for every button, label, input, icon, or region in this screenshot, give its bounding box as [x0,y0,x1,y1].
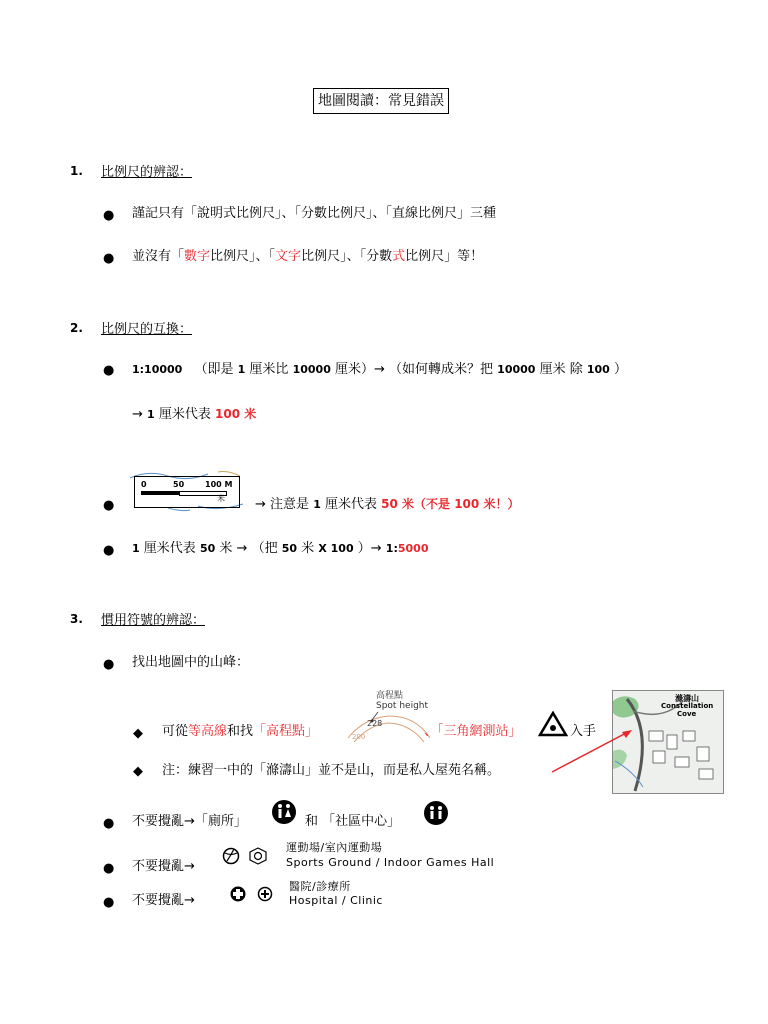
red-text: 5000 [397,542,429,555]
text: 比例尺」、「分數 [301,249,393,264]
text: 厘米代表 [143,541,196,556]
text: 米 [301,541,315,556]
peak-note: 注：練習一中的「滌濤山」並不是山，而是私人屋苑名稱。 [162,763,501,778]
diamond-icon: ◆ [133,764,143,779]
text: 厘米代表 [158,407,211,422]
section-3-title: 慣用符號的辨認： [101,613,206,628]
arrow: → [255,497,266,512]
sports-label-zh: 運動場/室內運動場 [286,841,383,854]
scale-unit: 米 [217,494,225,503]
spot-height-contours [344,708,434,748]
text: 厘米比 [249,362,289,377]
bullet-icon: ● [103,543,115,558]
community-centre-icon [423,800,449,826]
indoor-games-hall-icon [249,847,267,865]
text: （即是 [194,362,234,377]
text: 厘米代表 [325,497,378,512]
text: 100 [586,363,610,376]
clinic-icon [257,886,273,902]
red-text: 數字 [184,249,211,264]
text: X 100 [318,542,354,555]
section-1-title: 比例尺的辨認： [101,165,193,180]
text: 和找 [227,724,254,739]
text: 1: [385,542,398,555]
red-text: 式 [392,249,406,264]
bullet-icon: ● [103,861,115,876]
text: ） [613,362,627,377]
text: 50 [281,542,298,555]
spot-height-zh: 高程點 [376,691,404,701]
section-1-number: 1. [70,164,83,178]
sports-label-en: Sports Ground / Indoor Games Hall [286,856,495,869]
map-label-en2: Cove [677,710,697,718]
toilet-icon [271,799,297,825]
peak-hint-part1 [162,723,318,741]
section-1-bullet-1: 謹記只有「說明式比例尺」、「分數比例尺」、「直線比例尺」三種 [132,206,497,221]
spot-height-value: 228 [367,719,383,728]
red-text: 50 米（不是 100 米！） [381,497,520,511]
text: ）→ [357,541,382,556]
section-2-number: 2. [70,321,83,335]
conversion-line-1 [132,361,627,379]
red-text: 文字 [275,249,302,264]
text: 比例尺」等！ [405,249,484,264]
text: 1 [132,542,140,555]
bullet-icon: ● [103,498,115,513]
page-title: 地圖閱讀：常見錯誤 [313,88,449,114]
scale-label-100m: 100 M [205,480,233,489]
text: 10000 [292,363,331,376]
section-1-bullet-2 [132,248,483,266]
spot-height-en: Spot height [376,701,429,711]
peak-hint-trig-station: 、「三角網測站」 [424,724,522,739]
bullet-icon: ● [103,208,115,223]
contour-value: 200 [352,733,366,741]
text: 1 [147,408,155,421]
pointer-arrow [548,722,638,778]
scale-label-0: 0 [141,480,147,489]
peak-hint-suffix: 入手 [570,724,597,739]
hospital-label-en: Hospital / Clinic [289,894,383,907]
map-label-zh: 滌濤山 [675,694,699,703]
text: 1 [313,498,321,511]
text: 1:10000 [132,363,183,376]
text: 厘米 除 [539,362,583,377]
confuse-hospital-text: 不要攪亂→ [132,893,195,908]
diamond-icon: ◆ [133,726,143,741]
text: 可從 [162,724,189,739]
map-label-en1: Constellation [661,702,714,710]
sports-ground-icon [222,847,240,865]
bullet-icon: ● [103,251,115,266]
text: 並沒有「 [132,249,185,264]
bullet-icon: ● [103,657,115,672]
section-3-number: 3. [70,612,83,626]
conversion-line-3 [255,495,519,514]
bullet-icon: ● [103,363,115,378]
section-2-title: 比例尺的互換： [101,322,193,337]
hospital-label-zh: 醫院/診療所 [289,880,351,893]
scale-segment-black [141,491,179,495]
red-text: 100 米 [215,407,257,421]
scale-label-50: 50 [173,480,185,489]
conversion-line-2 [132,405,256,424]
text: 注意是 [270,497,310,512]
text: 厘米）→ （如何轉成米？把 [335,362,494,377]
find-peak-text: 找出地圖中的山峰： [132,655,250,670]
red-text: 等高線 [188,724,228,739]
linear-scale-bar [134,476,240,508]
text: 1 [237,363,246,376]
arrow: → [132,407,143,422]
hospital-icon [229,885,247,903]
text: 10000 [497,363,536,376]
red-text: 「高程點」 [253,724,319,739]
bullet-icon: ● [103,816,115,831]
text: 米 → （把 [219,541,278,556]
text: 比例尺」、「 [210,249,276,264]
confuse-community-text: 和 「社區中心」 [305,814,401,829]
conversion-line-4 [132,540,428,558]
confuse-sports-text: 不要攪亂→ [132,859,195,874]
confuse-toilet-text: 不要攪亂→「廁所」 [132,814,247,829]
text: 50 [199,542,216,555]
bullet-icon: ● [103,895,115,910]
